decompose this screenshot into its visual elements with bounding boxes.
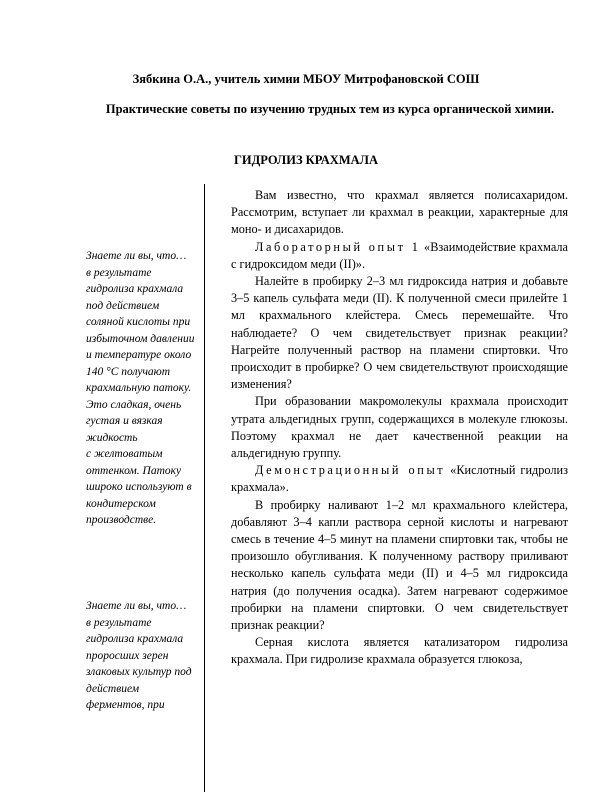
sidebar-note-line: проросших зерен <box>86 649 169 662</box>
lab-experiment-title: «Взаимодействие крахмала с гидроксидом меди (II)». <box>231 239 568 271</box>
sidebar-note-line: широко используют в <box>86 481 192 493</box>
sidebar-note-line: кондитерском <box>86 497 156 510</box>
topic-heading: ГИДРОЛИЗ КРАХМАЛА <box>233 153 379 167</box>
sidebar-note-line: Знаете ли вы, что… <box>86 250 187 262</box>
sidebar-note-line: гидролиза крахмала <box>86 283 184 295</box>
sidebar-note-line: в результате <box>86 616 152 629</box>
demo-experiment-heading <box>231 462 568 496</box>
sidebar-note-line: жидкость <box>86 431 138 444</box>
sidebar-note-syrup <box>86 248 196 529</box>
sidebar-note-line: оттенком. Патоку <box>86 464 182 477</box>
sidebar-note-line: с желтоватым <box>86 448 163 460</box>
sidebar-note-malt <box>86 598 196 714</box>
sidebar-note-line: гидролиза крахмала <box>86 633 184 645</box>
sidebar-note-line: густая и вязкая <box>86 415 163 427</box>
demo-procedure-paragraph: В пробирку наливают 1–2 мл крахмального клейстера, добавляют 3–4 капли раствора серной кислоты и нагревают смесь в течение 4–5 минут на пламени спиртовки так, чтобы не произошло обугливания. К полученному раствору приливают несколько капель сульфата меди (II) и 4–5 мл гидроксида натрия (до получения осадка). Затем нагревают содержимое пробирки на пламени спиртовки. О чем свидетельствует признак реакции? <box>231 497 568 633</box>
column-divider <box>204 184 205 792</box>
lab-experiment-label: Лабораторный опыт 1 <box>255 239 421 254</box>
sidebar-note-line: и температуре около <box>86 349 192 361</box>
demo-experiment-title: «Кислотный гидролиз крахмала». <box>231 463 568 495</box>
sidebar-note-line: крахмальную патоку. <box>86 382 192 394</box>
lab-instructions-paragraph: Налейте в пробирку 2–3 мл гидроксида натрия и добавьте 3–5 капель сульфата меди (II). К полученной смеси прилейте 1 мл крахмального клейстера. Смесь перемешайте. Что наблюдаете? О чем свидетельствует признак реакции? Нагрейте полученный раствор на пламени спиртовки. Что происходит в пробирке? О чем свидетельствуют происходящие изменения? <box>231 274 568 392</box>
sidebar-note-line: под действием <box>86 299 160 312</box>
explanation-paragraph: При образовании макромолекулы крахмала происходит утрата альдегидных групп, содержащихся в молекуле глюкозы. Поэтому крахмал не дает качественной реакции на альдегидную группу. <box>231 394 568 461</box>
lab-experiment-heading <box>231 239 568 273</box>
intro-paragraph: Вам известно, что крахмал является полисахаридом. Рассмотрим, вступает ли крахмал в реакции, характерные для моно- и дисахаридов. <box>231 188 568 237</box>
sidebar-note-line: действием <box>86 682 140 695</box>
sidebar-note-line: Это сладкая, очень <box>86 398 182 411</box>
sidebar-note-line: производстве. <box>86 514 157 526</box>
document-subtitle: Практические советы по изучению трудных тем из курса органической химии. <box>105 102 555 116</box>
demo-experiment-label: Демонстрационный опыт <box>255 463 446 478</box>
sidebar-note-line: Знаете ли вы, что… <box>86 600 187 612</box>
author-line: Зябкина О.А., учитель химии МБОУ Митрофановской СОШ <box>132 72 480 86</box>
sidebar-note-line: ферментов, при <box>86 699 165 711</box>
catalyst-paragraph: Серная кислота является катализатором гидролиза крахмала. При гидролизе крахмала образуется глюкоза, <box>231 635 568 667</box>
sidebar-note-line: в результате <box>86 266 152 279</box>
sidebar-note-line: соляной кислоты при <box>86 316 191 328</box>
sidebar-note-line: избыточном давлении <box>86 332 195 345</box>
main-text-column <box>231 187 568 669</box>
sidebar-note-line: злаковых культур под <box>86 666 192 678</box>
sidebar-note-line: 140 °С получают <box>86 365 171 378</box>
